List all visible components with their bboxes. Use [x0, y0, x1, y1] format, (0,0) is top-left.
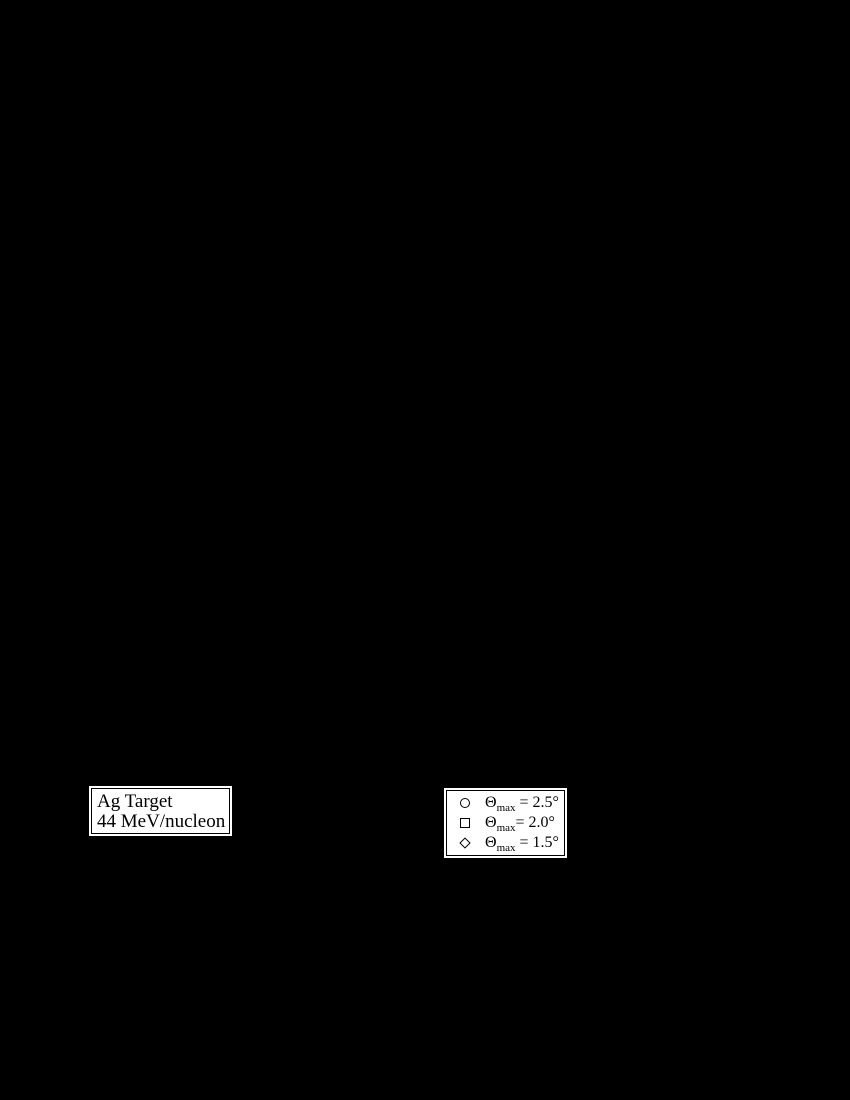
legend-label: $\Theta_{max} = 2.5^\circ$	[485, 794, 559, 814]
legend	[444, 788, 567, 858]
target-label: Ag Target	[97, 791, 173, 812]
legend-marker	[446, 833, 484, 853]
target-annotation-inner	[91, 788, 230, 834]
circle-marker-icon	[460, 798, 470, 808]
legend-entry-1-5deg	[447, 833, 564, 853]
energy-label: 44 MeV/nucleon	[97, 811, 226, 832]
square-marker-icon	[460, 818, 470, 828]
legend-label: $\Theta_{max}= 2.0^\circ$	[485, 814, 555, 834]
legend-entry-2-5deg	[447, 793, 564, 813]
legend-marker	[446, 793, 484, 813]
diamond-marker-icon	[459, 837, 470, 848]
legend-entry-2-0deg	[447, 813, 564, 833]
legend-inner	[446, 790, 565, 856]
legend-marker	[446, 813, 484, 833]
legend-label: $\Theta_{max} = 1.5^\circ$	[485, 834, 559, 854]
target-annotation-box	[89, 786, 232, 836]
